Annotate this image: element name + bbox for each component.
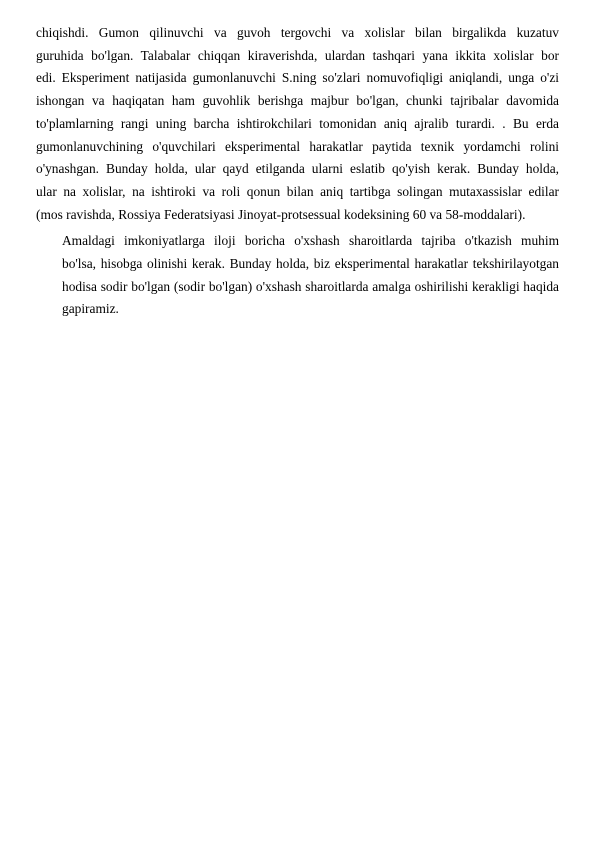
- paragraph-2: [36, 230, 559, 321]
- text-line: to'plamlarning rangi uning barcha ishtirokchilari tomonidan aniq ajralib turardi. . Bu erda: [36, 115, 559, 131]
- text-line: edi. Eksperiment natijasida gumonlanuvchi S.ning so'zlari nomuvofiqligi aniqlandi, unga o'zi: [36, 70, 559, 86]
- document-page: [36, 22, 559, 321]
- text-line: (mos ravishda, Rossiya Federatsiyasi Jinoyat-protsessual kodeksining 60 va 58-moddalari).: [36, 206, 526, 222]
- text-line: hodisa sodir bo'lgan (sodir bo'lgan) o'xshash sharoitlarda amalga oshirilishi kerakligi haqida: [62, 278, 559, 294]
- text-line: o'ynashgan. Bunday holda, ular qayd etilganda ularni eslatib qo'yish kerak. Bunday holda,: [36, 161, 559, 177]
- text-line: bo'lsa, hisobga olinishi kerak. Bunday holda, biz eksperimental harakatlar tekshirilayotgan: [62, 256, 559, 272]
- text-line: Amaldagi imkoniyatlarga iloji boricha o'xshash sharoitlarda tajriba o'tkazish muhim: [62, 233, 559, 249]
- text-line: gumonlanuvchining o'quvchilari eksperimental harakatlar paytida texnik yordamchi rolini: [36, 138, 559, 154]
- paragraph-1: [36, 22, 559, 226]
- text-line: gapiramiz.: [62, 301, 119, 317]
- text-line: guruhida bo'lgan. Talabalar chiqqan kiraverishda, ulardan tashqari yana ikkita xolislar bor: [36, 47, 559, 63]
- text-line: ishongan va haqiqatan ham guvohlik berishga majbur bo'lgan, chunki tajribalar davomida: [36, 93, 559, 109]
- text-line: ular na xolislar, na ishtiroki va roli qonun bilan aniq tartibga solingan mutaxassislar edilar: [36, 183, 559, 199]
- text-line: chiqishdi. Gumon qilinuvchi va guvoh tergovchi va xolislar bilan birgalikda kuzatuv: [36, 25, 559, 40]
